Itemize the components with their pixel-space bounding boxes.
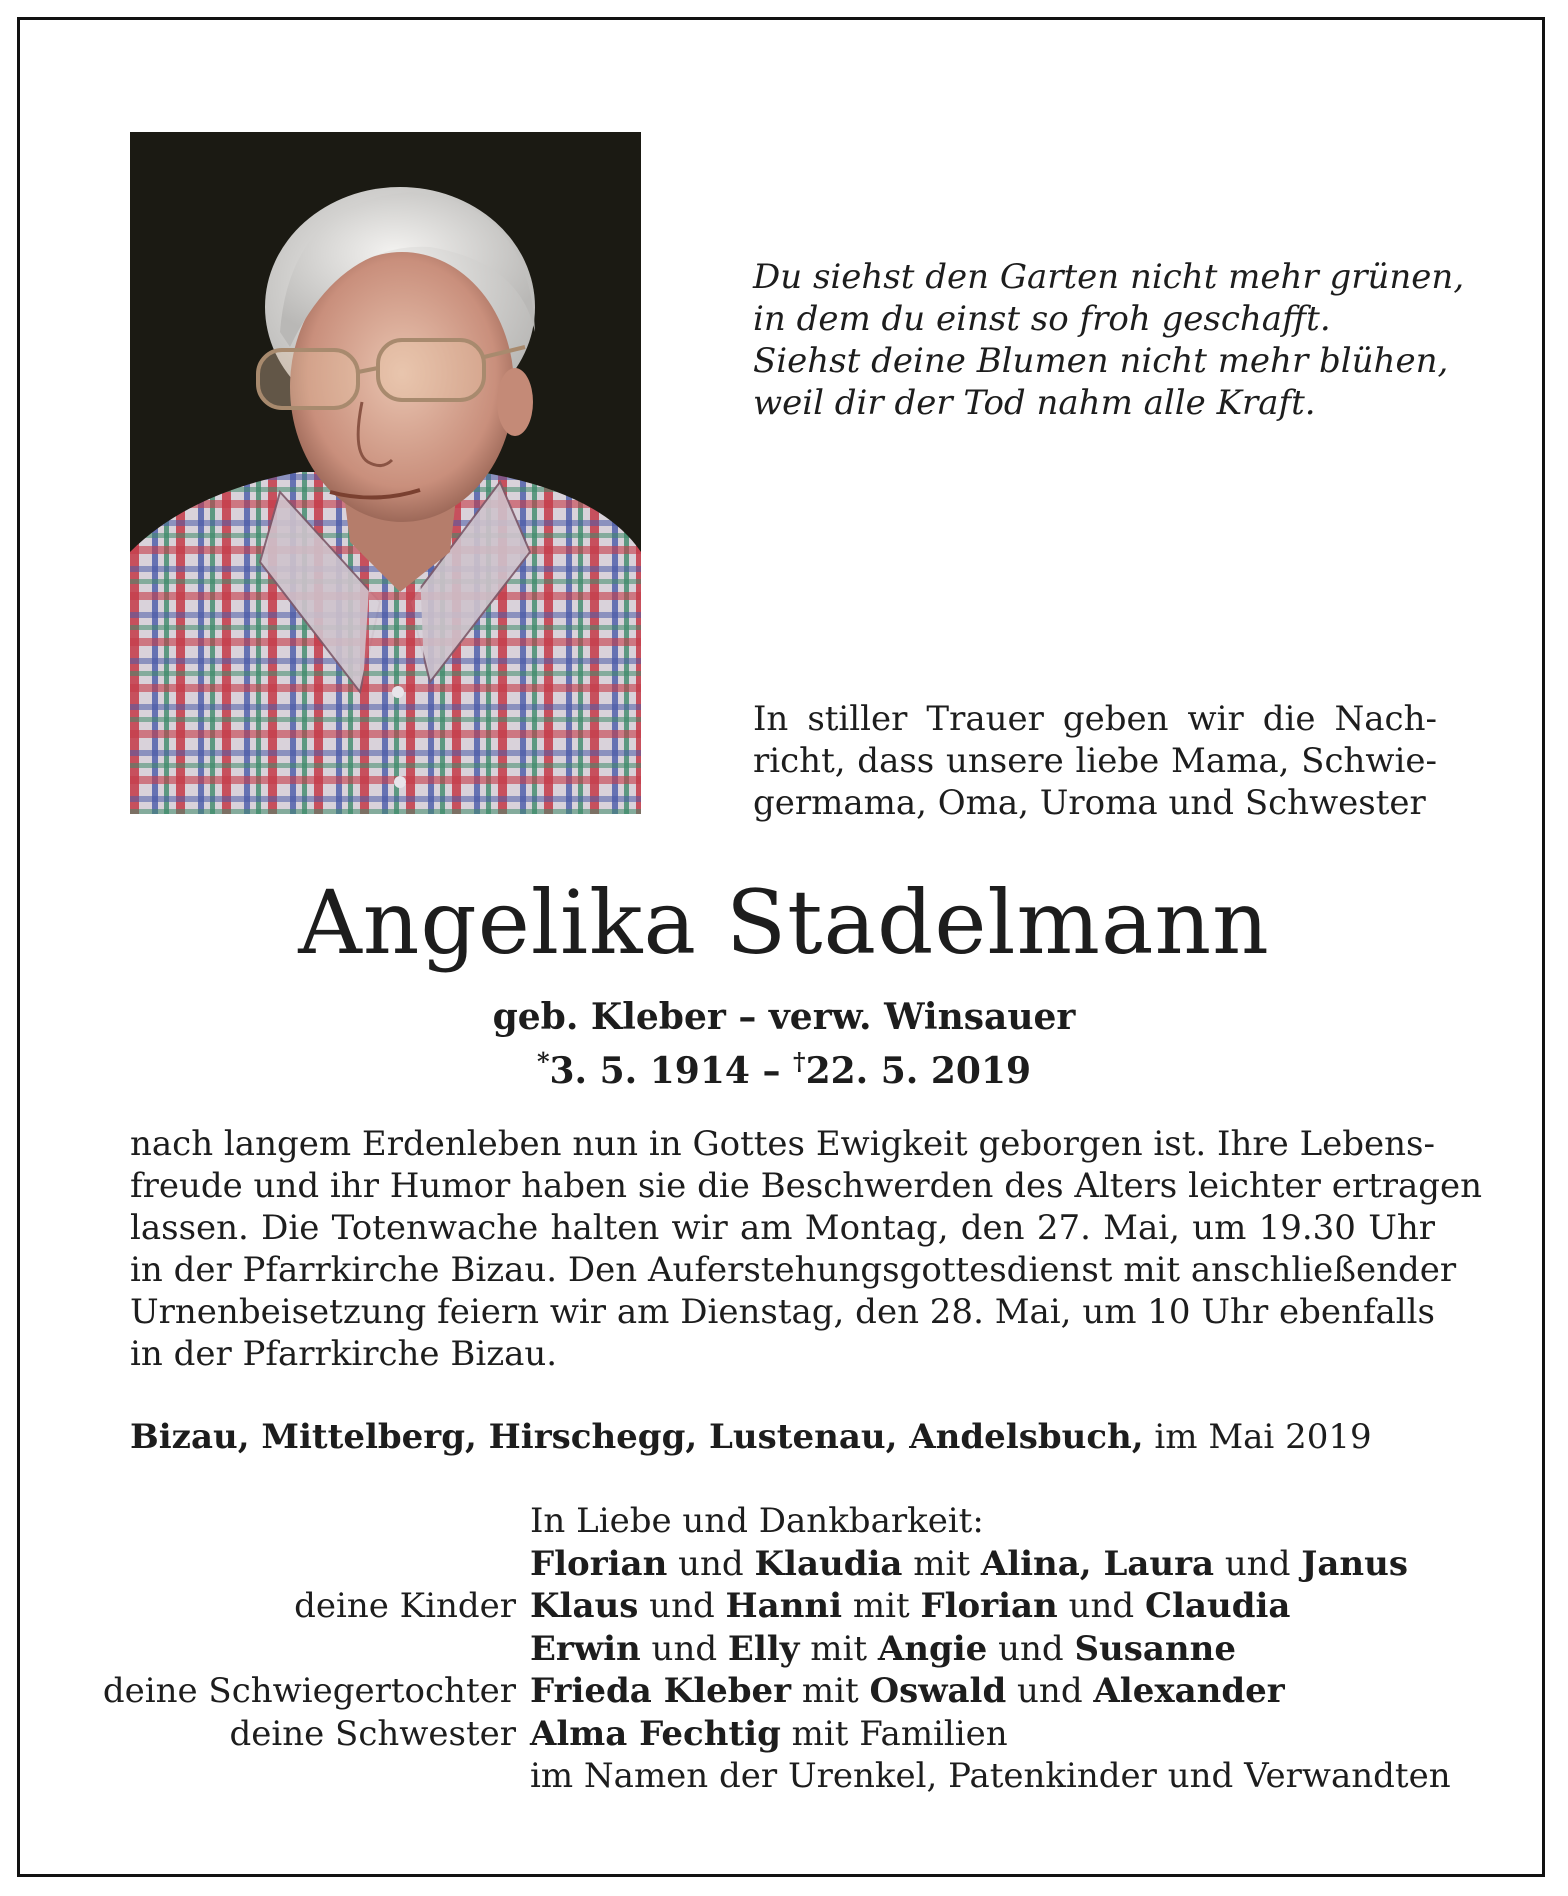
mourner-name: Susanne [1074,1628,1236,1669]
mourner-names [530,1543,1408,1586]
connector-text: mit [842,1586,921,1626]
connector-text: mit [799,1628,878,1669]
connector-text: und [667,1543,755,1584]
mourner-names [530,1628,1236,1671]
mourner-name: Alma Fechtig [530,1713,781,1754]
mourner-name: Elly [727,1628,800,1669]
birth-date: 3. 5. 1914 [549,1050,750,1092]
mourner-name: Angie [877,1628,988,1669]
body-line: nach langem Erdenleben nun in Gottes Ewigkeit geborgen ist. Ihre Lebens- [130,1124,1435,1164]
connector-text: mit Familien [780,1713,1008,1754]
signature-heading: In Liebe und Dankbarkeit: [530,1501,984,1541]
mourner-name: Klaus [530,1586,639,1626]
signature-rows [0,1543,1568,1798]
relation-label: deine Schwiegertochter [102,1671,516,1711]
deceased-name: Angelika Stadelmann [298,871,1270,974]
mourner-name: Claudia [1144,1586,1291,1626]
body-line: freude und ihr Humor haben sie die Beschwerden des Alters leichter ertragen [130,1166,1483,1206]
mourner-name: Alina, Laura [980,1543,1215,1584]
mourner-name: Janus [1301,1543,1408,1584]
intro-line: germama, Oma, Uroma und Schwester [753,783,1426,823]
connector-text: im Namen der Urenkel, Patenkinder und Verwandten [530,1756,1451,1796]
poem-line: Du siehst den Garten nicht mehr grünen, [753,257,1465,297]
mourner-names [530,1755,1451,1798]
poem-line: in dem du einst so froh geschafft. [753,299,1331,339]
places: Bizau, Mittelberg, Hirschegg, Lustenau, Andelsbuch, [130,1417,1144,1457]
mourner-name: Alexander [1093,1671,1285,1711]
signature-row [0,1585,1568,1628]
mourner-name: Florian [530,1543,668,1584]
mourner-name: Frieda Kleber [530,1671,792,1711]
connector-text: und [1006,1671,1094,1711]
body-line: in der Pfarrkirche Bizau. [130,1334,558,1374]
mourner-names [530,1713,1008,1756]
birth-mark: * [536,1047,550,1076]
body-line: Urnenbeisetzung feiern wir am Dienstag, den 28. Mai, um 10 Uhr ebenfalls [130,1292,1435,1332]
connector-text: mit [791,1671,870,1711]
connector-text: und [987,1628,1075,1669]
announcement-body [130,1123,1483,1375]
signature-row [0,1755,1568,1798]
intro-text [753,698,1437,824]
connector-text: und [640,1628,728,1669]
maiden-name: geb. Kleber – verw. Winsauer [492,996,1076,1038]
mourner-names [530,1670,1285,1713]
death-date: 22. 5. 2019 [805,1050,1032,1092]
portrait-photo [130,132,641,814]
mourner-name: Erwin [530,1628,641,1669]
mourner-name: Oswald [869,1671,1007,1711]
body-line: in der Pfarrkirche Bizau. Den Auferstehungsgottesdienst mit anschließender [130,1250,1457,1290]
intro-line: richt, dass unsere liebe Mama, Schwie- [753,741,1437,781]
places-date [130,1416,1440,1458]
poem-line: Siehst deine Blumen nicht mehr blühen, [753,341,1449,381]
signatures [0,1500,1568,1798]
poem [753,256,1473,424]
life-dates [0,1040,1568,1093]
mourner-name: Florian [920,1586,1058,1626]
signature-row [0,1628,1568,1671]
body-line: lassen. Die Totenwache halten wir am Montag, den 27. Mai, um 19.30 Uhr [130,1208,1435,1248]
relation-label: deine Schwester [229,1713,516,1754]
relation-label: deine Kinder [294,1586,516,1626]
connector-text: mit [902,1543,981,1584]
signature-row [0,1670,1568,1713]
poem-line: weil dir der Tod nahm alle Kraft. [753,383,1316,423]
mourner-name: Klaudia [754,1543,903,1584]
signature-row [0,1543,1568,1586]
month-year: im Mai 2019 [1143,1417,1372,1457]
intro-line: In stiller Trauer geben wir die Nach- [753,699,1437,739]
connector-text: und [1214,1543,1302,1584]
date-separator: – [749,1050,794,1092]
death-mark: † [793,1047,806,1076]
portrait-illustration [130,132,641,814]
connector-text: und [638,1586,726,1626]
mourner-names [530,1585,1290,1628]
mourner-name: Hanni [725,1586,843,1626]
signature-heading-row [0,1500,1568,1543]
connector-text: und [1057,1586,1145,1626]
signature-row [0,1713,1568,1756]
